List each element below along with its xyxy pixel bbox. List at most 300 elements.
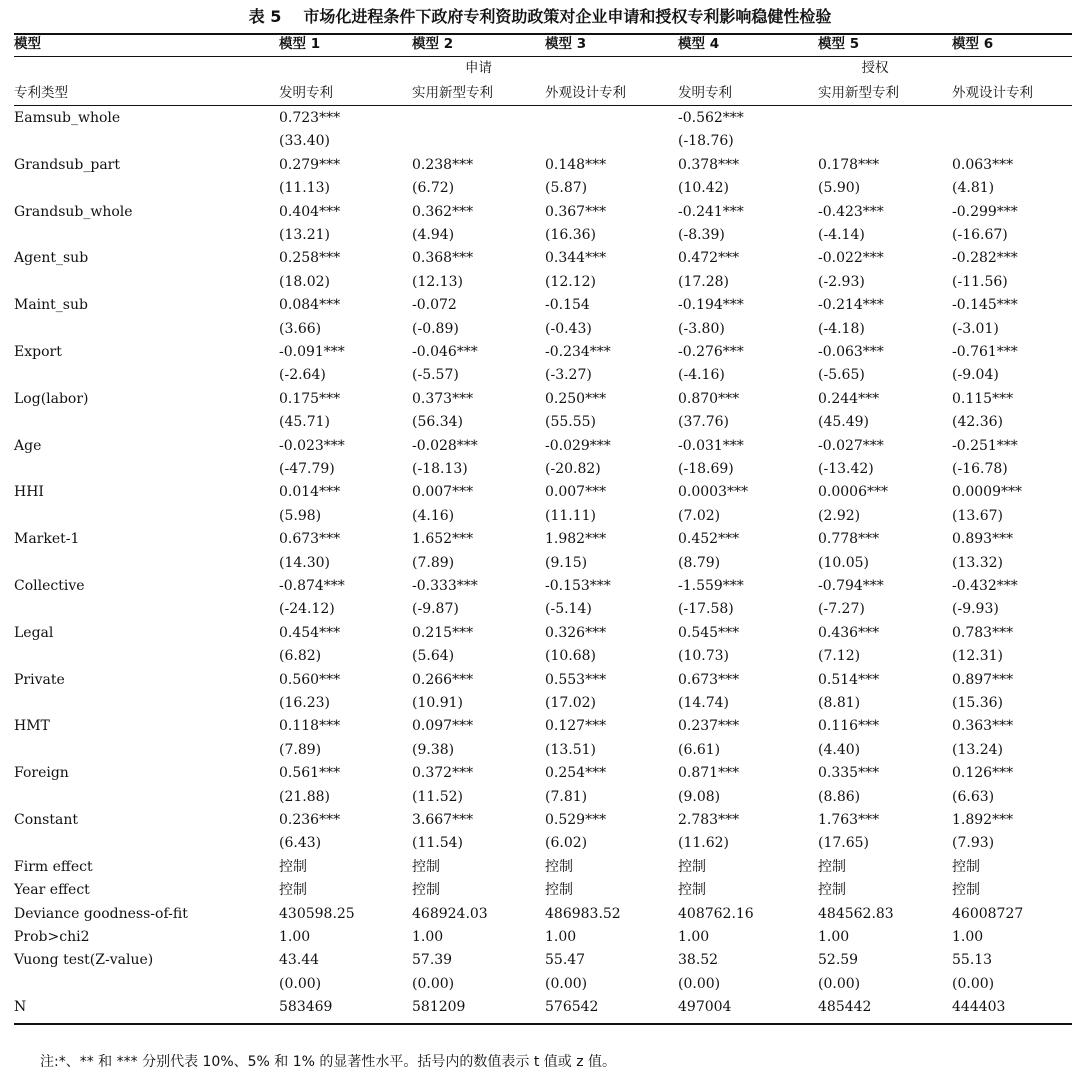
t-value: (-4.16) — [678, 367, 725, 384]
coef-value: 0.0006*** — [818, 484, 888, 501]
t-value: (-18.69) — [678, 461, 734, 477]
coef-value: -0.251*** — [952, 437, 1018, 454]
stats-row — [14, 997, 1072, 1017]
coef-value: 0.007*** — [545, 484, 607, 501]
stat-value: 控制 — [545, 882, 573, 899]
group-header-row — [14, 58, 1072, 78]
stat-value: 485442 — [818, 999, 872, 1016]
coef-value: 3.667*** — [412, 812, 474, 828]
stat-name: Year effect — [14, 882, 90, 899]
tstat-row — [14, 506, 1072, 526]
t-value: (7.02) — [678, 507, 721, 524]
coef-value: -0.423*** — [818, 203, 884, 220]
model-header-5: 模型 5 — [818, 36, 860, 52]
coef-value: -0.432*** — [952, 578, 1018, 594]
coef-value: 0.148*** — [545, 156, 607, 173]
t-value: (-3.01) — [952, 320, 999, 337]
coef-value: -0.761*** — [952, 344, 1018, 360]
coef-row — [14, 576, 1072, 596]
t-value: (-5.14) — [545, 601, 592, 618]
coef-value: 0.553*** — [545, 671, 607, 688]
coef-value: 0.561*** — [279, 765, 341, 782]
coef-value: 0.404*** — [279, 203, 341, 220]
t-value: (13.21) — [279, 227, 331, 243]
coef-value: 0.362*** — [412, 203, 474, 220]
coef-value: -0.276*** — [678, 344, 744, 360]
stat-name: Deviance goodness-of-fit — [14, 905, 188, 922]
t-value: (-5.65) — [818, 367, 865, 384]
t-value: (-16.78) — [952, 461, 1008, 477]
t-value: (10.73) — [678, 648, 730, 665]
t-value: (11.11) — [545, 507, 597, 524]
t-value: (10.91) — [412, 695, 464, 711]
tstat-row — [14, 319, 1072, 339]
stat-value: 控制 — [818, 882, 846, 899]
stats-row — [14, 974, 1072, 994]
coef-value: 2.783*** — [678, 812, 740, 828]
t-value: (7.93) — [952, 835, 995, 852]
stat-value: (0.00) — [412, 975, 455, 992]
stat-value: 444403 — [952, 999, 1006, 1016]
t-value: (-3.27) — [545, 367, 592, 384]
t-value: (56.34) — [412, 414, 464, 431]
coef-value: 0.529*** — [545, 812, 607, 828]
coef-value: 0.368*** — [412, 250, 474, 267]
t-value: (-47.79) — [279, 461, 335, 477]
stats-row — [14, 950, 1072, 970]
stat-value: 576542 — [545, 999, 599, 1016]
coef-value: -0.241*** — [678, 203, 744, 220]
coef-value: 0.673*** — [678, 671, 740, 688]
coef-value: -0.333*** — [412, 578, 478, 594]
coef-value: 0.545*** — [678, 624, 740, 641]
variable-name: HMT — [14, 718, 50, 735]
stat-name: Vuong test(Z-value) — [14, 952, 154, 969]
stat-value: 控制 — [545, 858, 573, 875]
stat-value: 控制 — [678, 882, 706, 899]
t-value: (-4.18) — [818, 320, 865, 337]
stat-value: 583469 — [279, 999, 333, 1016]
coef-value: 0.063*** — [952, 156, 1014, 173]
model-header-6: 模型 6 — [952, 36, 994, 52]
variable-name: Private — [14, 671, 65, 688]
coef-value: 0.238*** — [412, 156, 474, 173]
table-number: 表 5 — [248, 7, 282, 26]
t-value: (-13.42) — [818, 461, 874, 477]
stat-value: 控制 — [952, 858, 980, 875]
variable-name: Grandsub_part — [14, 156, 120, 173]
variable-name: Foreign — [14, 765, 69, 782]
t-value: (11.13) — [279, 180, 331, 197]
stat-value: (0.00) — [545, 975, 588, 992]
coef-value: 0.127*** — [545, 718, 607, 735]
coef-value: 0.363*** — [952, 718, 1014, 735]
t-value: (11.62) — [678, 835, 730, 852]
t-value: (-0.89) — [412, 320, 459, 337]
table-title: 市场化进程条件下政府专利资助政策对企业申请和授权专利影响稳健性检验 — [303, 7, 832, 26]
stat-value: 1.00 — [678, 929, 710, 945]
coef-value: -0.562*** — [678, 110, 744, 126]
stat-value: 581209 — [412, 999, 466, 1016]
stat-value: 55.47 — [545, 952, 586, 969]
stat-value: 控制 — [279, 858, 307, 875]
t-value: (3.66) — [279, 320, 322, 337]
t-value: (5.98) — [279, 507, 322, 524]
t-value: (8.79) — [678, 554, 721, 571]
coef-value: -0.194*** — [678, 297, 744, 314]
coef-value: 0.254*** — [545, 765, 607, 782]
variable-name: Age — [14, 437, 42, 454]
coef-value: 0.014*** — [279, 484, 341, 501]
t-value: (4.81) — [952, 180, 995, 197]
t-value: (13.67) — [952, 507, 1004, 524]
t-value: (6.72) — [412, 180, 455, 197]
model-header-1: 模型 1 — [279, 36, 321, 52]
t-value: (13.24) — [952, 741, 1004, 758]
coef-value: 1.652*** — [412, 531, 474, 548]
stat-value: 497004 — [678, 999, 732, 1016]
t-value: (-7.27) — [818, 601, 865, 618]
bottom-rule — [14, 1023, 1072, 1025]
stat-value: (0.00) — [678, 975, 721, 992]
stat-value: 38.52 — [678, 952, 719, 969]
stat-value: 控制 — [818, 858, 846, 875]
stat-value: 1.00 — [412, 929, 444, 945]
t-value: (4.40) — [818, 741, 861, 758]
t-value: (-24.12) — [279, 601, 335, 618]
tstat-row — [14, 787, 1072, 807]
variable-name: Legal — [14, 624, 54, 641]
coef-value: 0.372*** — [412, 765, 474, 782]
coef-row — [14, 295, 1072, 315]
t-value: (17.65) — [818, 835, 870, 852]
tstat-row — [14, 225, 1072, 245]
coef-value: 0.266*** — [412, 671, 474, 688]
t-value: (18.02) — [279, 273, 331, 290]
t-value: (7.89) — [279, 741, 322, 758]
stats-row — [14, 927, 1072, 947]
t-value: (33.40) — [279, 133, 331, 150]
stat-name: N — [14, 999, 27, 1016]
coef-value: 0.178*** — [818, 156, 880, 173]
model-header-label: 模型 — [14, 36, 41, 52]
tstat-row — [14, 740, 1072, 760]
patent-type-4: 发明专利 — [678, 85, 732, 101]
coef-value: -1.559*** — [678, 578, 744, 594]
group-label-grant: 授权 — [861, 60, 889, 76]
coef-value: -0.029*** — [545, 437, 611, 454]
coef-value: 0.237*** — [678, 718, 740, 735]
t-value: (6.82) — [279, 648, 322, 665]
header-rule — [14, 56, 1072, 57]
t-value: (12.12) — [545, 273, 597, 290]
patent-type-1: 发明专利 — [279, 85, 333, 101]
coef-value: 0.344*** — [545, 250, 607, 267]
coef-value: -0.063*** — [818, 344, 884, 360]
stat-name: Firm effect — [14, 858, 93, 875]
t-value: (-9.87) — [412, 601, 459, 618]
coef-value: 0.326*** — [545, 624, 607, 641]
coef-value: 0.560*** — [279, 671, 341, 688]
coef-value: -0.234*** — [545, 344, 611, 360]
t-value: (16.36) — [545, 227, 597, 243]
tstat-row — [14, 365, 1072, 385]
coef-value: 0.335*** — [818, 765, 880, 782]
t-value: (55.55) — [545, 414, 597, 431]
coef-value: 0.367*** — [545, 203, 607, 220]
t-value: (-11.56) — [952, 273, 1008, 290]
coef-row — [14, 436, 1072, 456]
coef-value: 1.982*** — [545, 531, 607, 548]
patent-type-6: 外观设计专利 — [952, 85, 1033, 101]
coef-value: -0.072 — [412, 297, 457, 314]
coef-value: 0.236*** — [279, 812, 341, 828]
variable-name: Agent_sub — [14, 250, 89, 267]
stat-value: (0.00) — [818, 975, 861, 992]
coef-row — [14, 342, 1072, 362]
t-value: (42.36) — [952, 414, 1004, 431]
stat-name: Prob>chi2 — [14, 929, 90, 945]
t-value: (-17.58) — [678, 601, 734, 618]
t-value: (10.42) — [678, 180, 730, 197]
coef-value: 0.472*** — [678, 250, 740, 267]
t-value: (13.51) — [545, 741, 597, 758]
t-value: (9.15) — [545, 554, 588, 571]
t-value: (10.05) — [818, 554, 870, 571]
t-value: (-16.67) — [952, 227, 1008, 243]
coef-value: -0.282*** — [952, 250, 1018, 267]
t-value: (13.32) — [952, 554, 1004, 571]
table-note: 注:*、** 和 *** 分别代表 10%、5% 和 1% 的显著性水平。括号内的数值表示 t 值或 z 值。 — [40, 1054, 617, 1070]
coef-value: 0.097*** — [412, 718, 474, 735]
coef-value: 0.279*** — [279, 156, 341, 173]
coef-value: 0.0003*** — [678, 484, 748, 501]
t-value: (-9.93) — [952, 601, 999, 618]
coef-row — [14, 482, 1072, 502]
t-value: (10.68) — [545, 648, 597, 665]
coef-value: 0.452*** — [678, 531, 740, 548]
coef-value: -0.046*** — [412, 344, 478, 360]
stat-value: 55.13 — [952, 952, 993, 969]
stat-value: 408762.16 — [678, 905, 754, 922]
coef-value: 0.258*** — [279, 250, 341, 267]
coef-value: -0.154 — [545, 297, 590, 314]
t-value: (14.74) — [678, 695, 730, 711]
patent-type-2: 实用新型专利 — [412, 85, 493, 101]
stat-value: 1.00 — [545, 929, 577, 945]
stat-value: (0.00) — [952, 975, 995, 992]
stat-value: 1.00 — [952, 929, 984, 945]
coef-row — [14, 716, 1072, 736]
stat-value: 430598.25 — [279, 905, 355, 922]
coef-value: 0.0009*** — [952, 484, 1022, 501]
t-value: (12.13) — [412, 273, 464, 290]
subheader-rule — [14, 105, 1072, 106]
tstat-row — [14, 272, 1072, 292]
model-header-3: 模型 3 — [545, 36, 587, 52]
stat-value: 控制 — [279, 882, 307, 899]
coef-value: 0.514*** — [818, 671, 880, 688]
t-value: (-4.14) — [818, 227, 865, 243]
t-value: (17.28) — [678, 273, 730, 290]
patent-type-row — [14, 83, 1072, 103]
t-value: (14.30) — [279, 554, 331, 571]
tstat-row — [14, 646, 1072, 666]
tstat-row — [14, 693, 1072, 713]
coef-value: 1.892*** — [952, 812, 1014, 828]
coef-value: 0.870*** — [678, 390, 740, 407]
tstat-row — [14, 459, 1072, 479]
t-value: (6.61) — [678, 741, 721, 758]
coef-value: -0.031*** — [678, 437, 744, 454]
t-value: (45.71) — [279, 414, 331, 431]
t-value: (-8.39) — [678, 227, 725, 243]
variable-name: Collective — [14, 578, 85, 594]
t-value: (8.81) — [818, 695, 861, 711]
coef-row — [14, 623, 1072, 643]
stat-value: 控制 — [678, 858, 706, 875]
stat-value: 468924.03 — [412, 905, 488, 922]
table-caption — [0, 4, 1080, 27]
coef-value: -0.023*** — [279, 437, 345, 454]
t-value: (11.52) — [412, 788, 464, 805]
t-value: (17.02) — [545, 695, 597, 711]
variable-name: Market-1 — [14, 531, 80, 548]
patent-type-3: 外观设计专利 — [545, 85, 626, 101]
coef-row — [14, 529, 1072, 549]
t-value: (-20.82) — [545, 461, 601, 477]
coef-row — [14, 389, 1072, 409]
t-value: (-9.04) — [952, 367, 999, 384]
coef-value: -0.091*** — [279, 344, 345, 360]
coef-value: 0.118*** — [279, 718, 341, 735]
coef-value: 0.250*** — [545, 390, 607, 407]
tstat-row — [14, 131, 1072, 151]
t-value: (21.88) — [279, 788, 331, 805]
t-value: (5.64) — [412, 648, 455, 665]
model-header-2: 模型 2 — [412, 36, 454, 52]
t-value: (7.81) — [545, 788, 588, 805]
coef-value: -0.145*** — [952, 297, 1018, 314]
coef-value: 0.084*** — [279, 297, 341, 314]
stat-value: 486983.52 — [545, 905, 621, 922]
coef-value: 0.126*** — [952, 765, 1014, 782]
coef-value: 0.778*** — [818, 531, 880, 548]
coef-value: 0.436*** — [818, 624, 880, 641]
stat-value: 43.44 — [279, 952, 320, 969]
variable-name: Eamsub_whole — [14, 110, 121, 126]
stat-value: 控制 — [412, 882, 440, 899]
t-value: (45.49) — [818, 414, 870, 431]
variable-name: Maint_sub — [14, 297, 88, 314]
stat-value: 1.00 — [279, 929, 311, 945]
t-value: (11.54) — [412, 835, 464, 852]
coef-value: -0.027*** — [818, 437, 884, 454]
t-value: (6.02) — [545, 835, 588, 852]
t-value: (12.31) — [952, 648, 1004, 665]
coef-value: -0.874*** — [279, 578, 345, 594]
variable-name: Grandsub_whole — [14, 203, 133, 220]
t-value: (37.76) — [678, 414, 730, 431]
t-value: (-2.93) — [818, 273, 865, 290]
t-value: (15.36) — [952, 695, 1004, 711]
coef-value: -0.028*** — [412, 437, 478, 454]
coef-value: 0.175*** — [279, 390, 341, 407]
t-value: (7.12) — [818, 648, 861, 665]
t-value: (5.90) — [818, 180, 861, 197]
patent-type-label: 专利类型 — [14, 85, 68, 101]
tstat-row — [14, 178, 1072, 198]
t-value: (9.08) — [678, 788, 721, 805]
t-value: (-2.64) — [279, 367, 326, 384]
variable-name: HHI — [14, 484, 44, 501]
tstat-row — [14, 599, 1072, 619]
coef-value: -0.299*** — [952, 203, 1018, 220]
t-value: (-18.13) — [412, 461, 468, 477]
tstat-row — [14, 553, 1072, 573]
coef-value: 0.897*** — [952, 671, 1014, 688]
t-value: (2.92) — [818, 507, 861, 524]
coef-value: -0.214*** — [818, 297, 884, 314]
coef-value: 0.116*** — [818, 718, 880, 735]
t-value: (8.86) — [818, 788, 861, 805]
t-value: (-0.43) — [545, 320, 592, 337]
coef-row — [14, 155, 1072, 175]
stat-value: 484562.83 — [818, 905, 894, 922]
coef-value: -0.022*** — [818, 250, 884, 267]
stat-value: 控制 — [952, 882, 980, 899]
tstat-row — [14, 412, 1072, 432]
coef-value: 0.215*** — [412, 624, 474, 641]
t-value: (6.43) — [279, 835, 322, 852]
coef-value: 0.454*** — [279, 624, 341, 641]
coef-value: 0.783*** — [952, 624, 1014, 641]
stats-row — [14, 857, 1072, 877]
coef-value: 0.673*** — [279, 531, 341, 548]
stats-row — [14, 904, 1072, 924]
group-label-apply: 申请 — [465, 60, 492, 76]
stat-value: 1.00 — [818, 929, 850, 945]
coef-row — [14, 763, 1072, 783]
stat-value: 控制 — [412, 858, 440, 875]
coef-value: 0.871*** — [678, 765, 740, 782]
coef-value: 0.378*** — [678, 156, 740, 173]
variable-name: Constant — [14, 812, 78, 828]
t-value: (4.16) — [412, 507, 455, 524]
coef-row — [14, 248, 1072, 268]
stat-value: 52.59 — [818, 952, 859, 969]
coef-row — [14, 810, 1072, 830]
variable-name: Log(labor) — [14, 390, 89, 407]
stat-value: 57.39 — [412, 952, 453, 969]
t-value: (-3.80) — [678, 320, 725, 337]
coef-value: -0.153*** — [545, 578, 611, 594]
coef-row — [14, 108, 1072, 128]
t-value: (4.94) — [412, 227, 455, 243]
coef-value: 0.893*** — [952, 531, 1014, 548]
coef-value: 0.007*** — [412, 484, 474, 501]
coef-value: 0.723*** — [279, 110, 341, 126]
t-value: (5.87) — [545, 180, 588, 197]
model-header-row — [14, 34, 1072, 54]
t-value: (9.38) — [412, 741, 455, 758]
t-value: (-18.76) — [678, 133, 734, 150]
t-value: (6.63) — [952, 788, 995, 805]
coef-value: 1.763*** — [818, 812, 880, 828]
stat-value: 46008727 — [952, 905, 1024, 922]
t-value: (-5.57) — [412, 367, 459, 384]
variable-name: Export — [14, 344, 62, 360]
